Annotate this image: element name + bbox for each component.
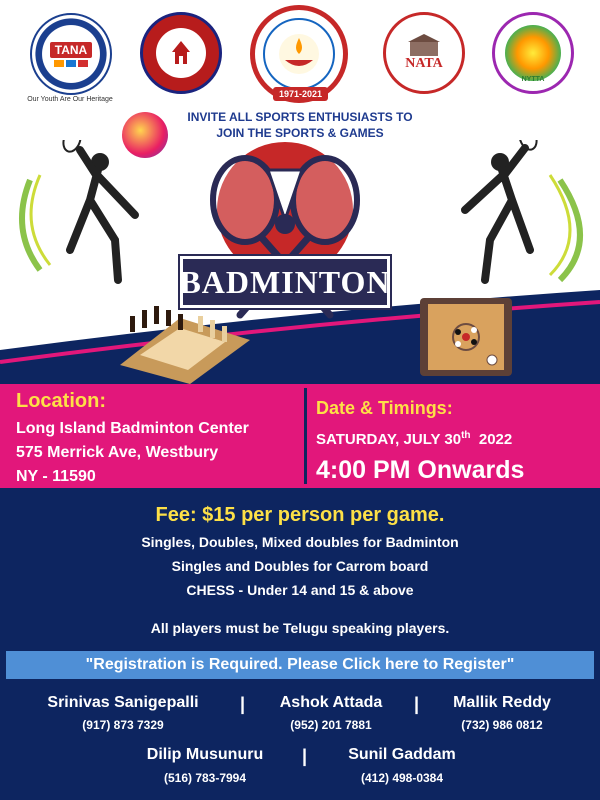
invite-line-2: JOIN THE SPORTS & GAMES: [216, 126, 384, 140]
location-line-2: 575 Merrick Ave, Westbury: [16, 444, 219, 461]
fee-panel: [0, 488, 600, 800]
register-link[interactable]: "Registration is Required. Please Click here to Register": [6, 651, 594, 679]
lamp-icon: [277, 32, 321, 76]
info-band: [0, 384, 600, 488]
event-time: 4:00 PM Onwards: [316, 456, 525, 484]
contact-phone-5: (412) 498-0384: [360, 771, 444, 785]
fee-line-2: Singles and Doubles for Carrom board: [171, 558, 429, 574]
location-line-3: NY - 11590: [16, 468, 96, 485]
years-banner: 1971-2021: [273, 87, 328, 101]
contact-phone-1: (917) 873 7329: [82, 718, 164, 732]
nytta-logo: [492, 12, 574, 94]
tana-badge: TANA: [50, 42, 92, 58]
event-date: SATURDAY, JULY 30th 2022: [316, 430, 513, 448]
contact-name-4: Dilip Musunuru: [146, 746, 264, 763]
info-divider: [304, 388, 307, 484]
contact-name-1: Srinivas Sanigepalli: [47, 694, 199, 711]
invite-line-1: INVITE ALL SPORTS ENTHUSIASTS TO: [187, 110, 413, 124]
separator: |: [240, 694, 246, 714]
nytta-name: NYTTA: [521, 76, 545, 83]
contact-phone-3: (732) 986 0812: [461, 718, 543, 732]
carrom-board-icon: [420, 298, 512, 376]
fee-note: All players must be Telugu speaking players.: [150, 620, 450, 636]
nata-name: NATA: [405, 56, 443, 71]
tana-caption: Our Youth Are Our Heritage: [27, 96, 113, 103]
fee-line-3: CHESS - Under 14 and 15 & above: [186, 582, 414, 598]
tana-logo: [30, 13, 112, 95]
monument-icon: [406, 34, 442, 56]
location-heading: Location:: [16, 390, 106, 412]
tatu-logo: [140, 12, 222, 94]
contact-phone-4: (516) 783-7994: [163, 771, 247, 785]
fee-title: Fee: $15 per person per game.: [155, 504, 445, 526]
contact-name-3: Mallik Reddy: [453, 694, 551, 711]
left-player-icon: [22, 140, 135, 280]
location-line-1: Long Island Badminton Center: [16, 420, 249, 437]
contact-name-2: Ashok Attada: [279, 694, 383, 711]
temple-icon: [166, 38, 196, 68]
separator: |: [302, 746, 308, 766]
badminton-title: BADMINTON: [180, 256, 390, 308]
nata-logo: [383, 12, 465, 94]
date-heading: Date & Timings:: [316, 398, 453, 418]
contact-name-5: Sunil Gaddam: [348, 746, 456, 763]
separator: |: [414, 694, 420, 714]
fee-line-1: Singles, Doubles, Mixed doubles for Badminton: [141, 534, 459, 550]
right-player-icon: [465, 140, 580, 280]
celebrating-50-years-logo: [250, 5, 348, 103]
contact-phone-2: (952) 201 7881: [290, 718, 372, 732]
